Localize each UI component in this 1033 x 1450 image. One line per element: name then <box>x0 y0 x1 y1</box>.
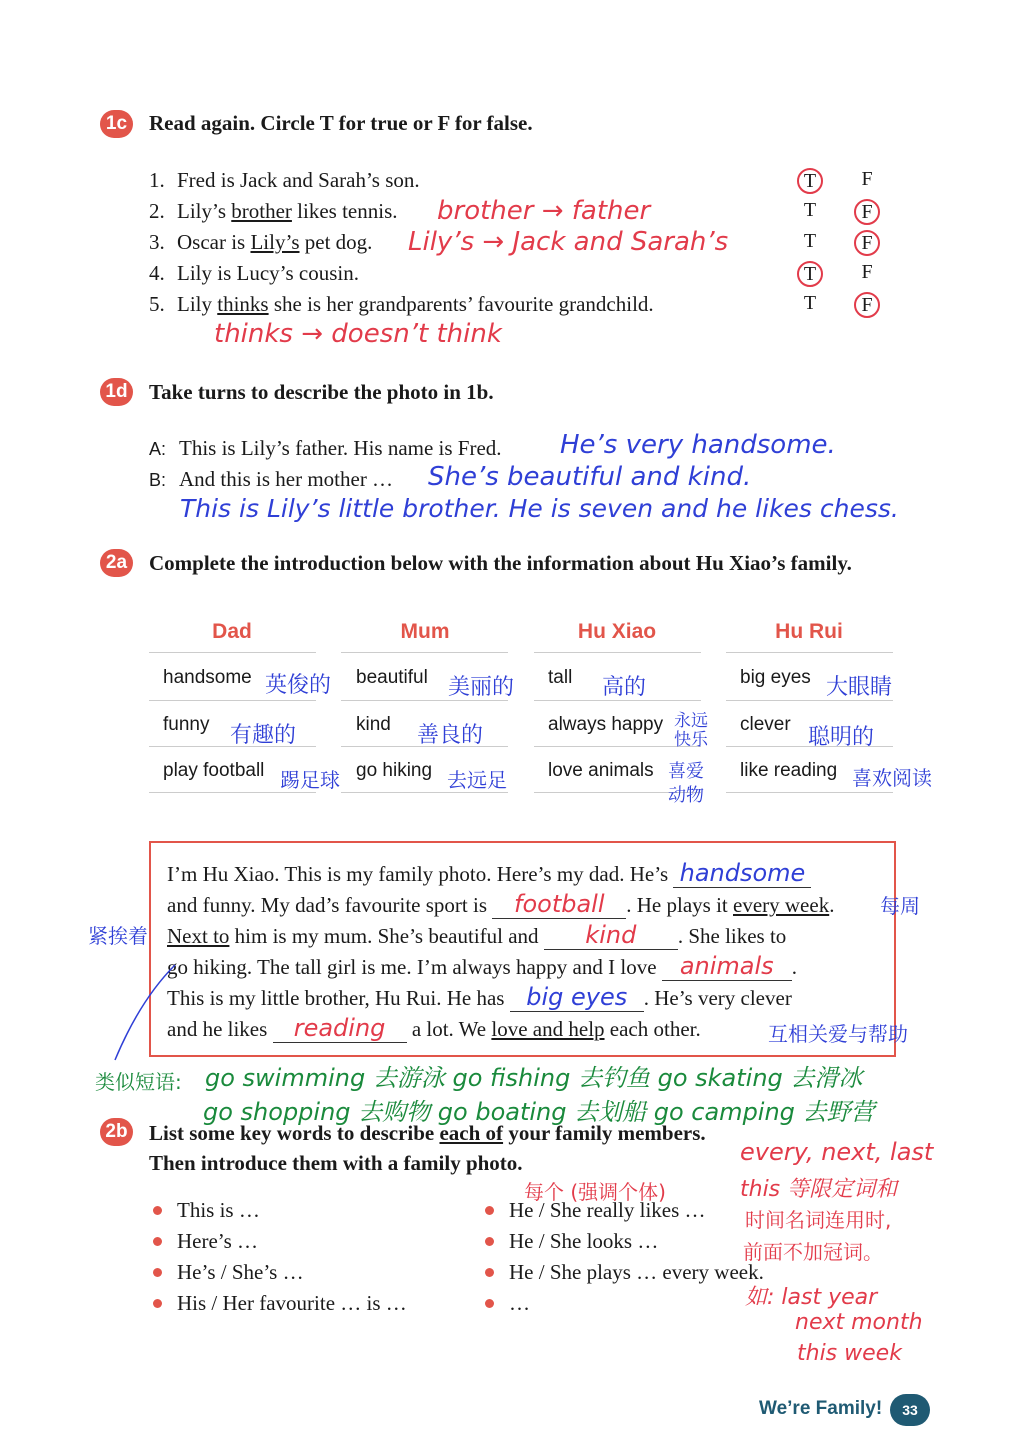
statement-2: 2. Lily’s brother likes tennis. <box>149 199 398 223</box>
note-every-week: 每周 <box>880 894 920 918</box>
table-cell: kind <box>356 714 391 735</box>
bullet-icon <box>485 1268 494 1277</box>
table-cell: big eyes <box>740 667 811 688</box>
bullet-icon <box>153 1237 162 1246</box>
similar-phrases-line-2: go shopping 去购物 go boating 去划船 go camping 去野营 <box>203 1098 875 1126</box>
note-determiners-4: 前面不加冠词。 <box>743 1240 883 1264</box>
note-determiners-2: this 等限定词和 <box>740 1177 898 1202</box>
phrase-left-1: This is … <box>177 1198 260 1222</box>
table-cell-note: 英俊的 <box>265 673 332 698</box>
similar-phrases-line-1: go swimming 去游泳 go fishing 去钓鱼 go skating 去滑冰 <box>205 1064 863 1092</box>
note-help: 互相关爱与帮助 <box>768 1022 908 1046</box>
passage-line-4: go hiking. The tall girl is me. I’m always happy and I love animals . <box>167 952 798 980</box>
table-cell: clever <box>740 714 791 735</box>
note-each: 每个 (强调个体) <box>524 1180 666 1204</box>
table-cell-note: 聪明的 <box>808 725 875 750</box>
phrase-left-3: He’s / She’s … <box>177 1260 304 1284</box>
phrase-right-3: He / She plays … every week. <box>509 1260 764 1284</box>
note-determiners-1: every, next, last <box>740 1138 934 1166</box>
table-cell-note: 永远快乐 <box>674 711 708 750</box>
column-head-hu-xiao: Hu Xiao <box>577 620 657 643</box>
true-option-3[interactable]: T <box>803 230 817 252</box>
note-next-to: 紧挨着 <box>88 924 148 948</box>
table-rule <box>534 652 701 653</box>
phrase-right-4: … <box>509 1291 530 1315</box>
bullet-icon <box>153 1206 162 1215</box>
table-cell-note: 踢足球 <box>280 768 340 792</box>
column-head-dad: Dad <box>212 620 252 643</box>
exercise-badge-1d: 1d <box>100 378 133 406</box>
annotation-arrow <box>100 960 190 1070</box>
exercise-2a-instruction: Complete the introduction below with the information about Hu Xiao’s family. <box>149 551 852 575</box>
blank-answer-4[interactable]: animals <box>679 952 774 980</box>
exercise-2b-instruction-2: Then introduce them with a family photo. <box>149 1151 523 1175</box>
table-cell-note: 喜爱动物 <box>668 761 704 806</box>
table-cell-note: 喜欢阅读 <box>852 766 932 790</box>
blank-answer-2[interactable]: football <box>514 890 605 918</box>
table-rule <box>341 652 508 653</box>
correction-note-3: Lily’s → Jack and Sarah’s <box>408 227 729 257</box>
table-cell-note: 美丽的 <box>448 675 515 700</box>
true-option-2[interactable]: T <box>803 199 817 221</box>
page-number: 33 <box>890 1394 930 1426</box>
table-rule <box>726 652 893 653</box>
dialogue-a: A: This is Lily’s father. His name is Fred. <box>149 436 502 460</box>
note-example-3: this week <box>797 1341 902 1366</box>
blank-answer-5[interactable]: big eyes <box>526 983 628 1011</box>
bullet-icon <box>153 1299 162 1308</box>
table-cell-note: 善良的 <box>417 723 484 748</box>
passage-line-6: and he likes reading a lot. We love and help each other. <box>167 1014 701 1042</box>
dialogue-b-answer: She’s beautiful and kind. <box>428 462 752 492</box>
table-rule <box>149 652 316 653</box>
statement-5: 5. Lily thinks she is her grandparents’ favourite grandchild. <box>149 292 654 316</box>
bullet-icon <box>485 1237 494 1246</box>
table-cell-note: 大眼睛 <box>826 675 893 700</box>
passage-line-1: I’m Hu Xiao. This is my family photo. Here’s my dad. He’s handsome <box>167 859 811 888</box>
note-example-2: next month <box>795 1310 923 1335</box>
dialogue-b: B: And this is her mother … <box>149 467 394 491</box>
correction-note-2: brother → father <box>437 196 651 226</box>
exercise-badge-2b: 2b <box>100 1118 133 1146</box>
column-head-mum: Mum <box>400 620 450 643</box>
bullet-icon <box>153 1268 162 1277</box>
false-option-5[interactable]: F <box>855 292 879 318</box>
statement-3: 3. Oscar is Lily’s pet dog. <box>149 230 373 254</box>
table-cell: handsome <box>163 667 252 688</box>
table-rule <box>149 700 316 701</box>
exercise-badge-1c: 1c <box>100 110 133 138</box>
footer-title: We’re Family! <box>759 1398 883 1419</box>
phrase-left-4: His / Her favourite … is … <box>177 1291 407 1315</box>
column-head-hu-rui: Hu Rui <box>775 620 843 643</box>
similar-phrases-label: 类似短语: <box>95 1070 182 1094</box>
blank-answer-6[interactable]: reading <box>293 1014 386 1042</box>
blank-answer-3[interactable]: kind <box>585 921 637 949</box>
correction-note-5: thinks → doesn’t think <box>214 319 502 349</box>
passage-line-3: Next to him is my mum. She’s beautiful and kind . She likes to <box>167 921 787 949</box>
false-option-2[interactable]: F <box>855 199 879 225</box>
exercise-1c-instruction: Read again. Circle T for true or F for false. <box>149 111 533 135</box>
false-option-1[interactable]: F <box>861 168 873 190</box>
true-option-4[interactable]: T <box>798 261 822 287</box>
table-cell: play football <box>163 760 265 781</box>
table-cell: beautiful <box>356 667 428 688</box>
note-example-1: 如: last year <box>745 1285 878 1310</box>
blank-answer-1[interactable]: handsome <box>679 859 806 887</box>
statement-4: 4. Lily is Lucy’s cousin. <box>149 261 359 285</box>
table-cell: funny <box>163 714 210 735</box>
table-cell: go hiking <box>356 760 433 781</box>
dialogue-b-answer-2: This is Lily’s little brother. He is seven and he likes chess. <box>180 494 899 523</box>
exercise-1d-instruction: Take turns to describe the photo in 1b. <box>149 380 494 404</box>
note-determiners-3: 时间名词连用时, <box>745 1208 892 1232</box>
true-option-1[interactable]: T <box>798 168 822 194</box>
table-cell-note: 有趣的 <box>230 723 297 748</box>
table-rule <box>726 792 893 793</box>
phrase-right-1: He / She really likes … <box>509 1198 706 1222</box>
bullet-icon <box>485 1206 494 1215</box>
statement-1: 1. Fred is Jack and Sarah’s son. <box>149 168 420 192</box>
phrase-left-2: Here’s … <box>177 1229 259 1253</box>
false-option-4[interactable]: F <box>861 261 873 283</box>
passage-line-5: This is my little brother, Hu Rui. He has big eyes . He’s very clever <box>167 983 792 1011</box>
true-option-5[interactable]: T <box>803 292 817 314</box>
table-cell: like reading <box>740 760 838 781</box>
exercise-2b-instruction-1: List some key words to describe each of your family members. <box>149 1121 706 1145</box>
false-option-3[interactable]: F <box>855 230 879 256</box>
table-cell-note: 去远足 <box>447 768 507 792</box>
table-cell: love animals <box>548 760 654 781</box>
bullet-icon <box>485 1299 494 1308</box>
exercise-badge-2a: 2a <box>100 549 133 577</box>
table-cell: tall <box>548 667 573 688</box>
passage-line-2: and funny. My dad’s favourite sport is football . He plays it every week. <box>167 890 835 918</box>
table-cell: always happy <box>548 714 664 735</box>
dialogue-a-answer: He’s very handsome. <box>560 430 836 460</box>
table-cell-note: 高的 <box>602 675 647 700</box>
phrase-right-2: He / She looks … <box>509 1229 659 1253</box>
